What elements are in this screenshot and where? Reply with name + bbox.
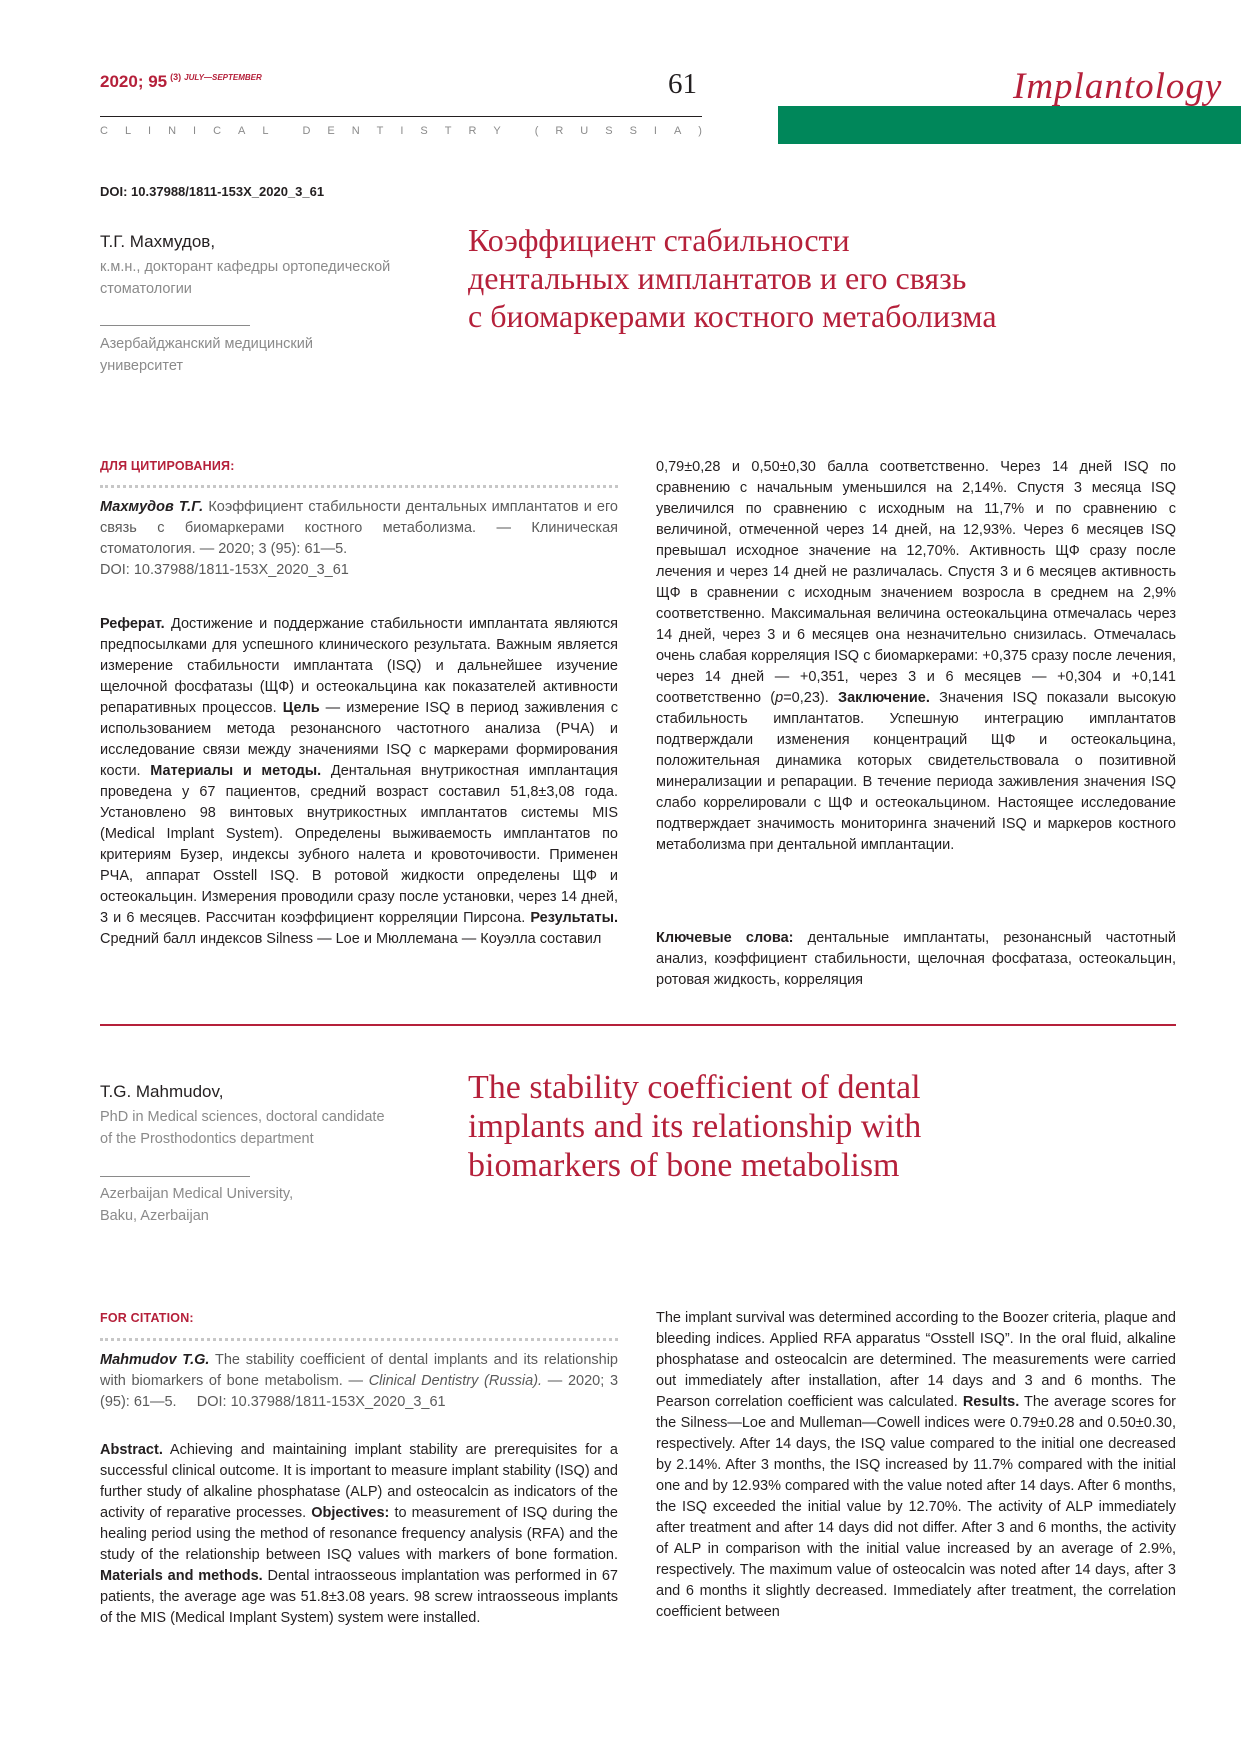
results-text-ru-right-1: 0,79±0,28 и 0,50±0,30 балла соответственно. Через 14 дней ISQ по сравнению с начальным уменьшился на 2,14%. Спустя 3 месяца ISQ увеличился по сравнению с исходным на 11,7% и по сравнению с величиной, отмеченной через 14 дней, на 12,93%. Через 6 месяцев ISQ превышал исходное значение на 12,70%. Активность ЩФ сразу после лечения и через 14 дней не различалась. Спустя 3 и 6 месяцев активность ЩФ в сравнении с исходным значением возросла в среднем на 2,9% соответственно. Максимальная величина остеокальцина отмечалась через 14 дней, через 3 и 6 месяцев она незначительно снизилась. Отмечалась очень слабая корреляция ISQ с биомаркерами: +0,375 сразу после лечения, через 14 дней — +0,351, через 3 и 6 месяцев — +0,304 и +0,141 соответственно ( <box>656 459 1176 706</box>
aim-label-ru: Цель <box>282 700 320 716</box>
title-ru-line-3: с биомаркерами костного метаболизма <box>468 298 997 334</box>
citation-text-ru: Коэффициент стабильности дентальных имплантатов и его связь с биомаркерами костного метаболизма. — Клиническая стоматология. — 2020; 3 (95): 61—5. <box>100 499 618 557</box>
affiliation-ru-1: Азербайджанский медицинский <box>100 336 313 352</box>
author-name-en: T.G. Mahmudov, <box>100 1082 224 1101</box>
results-text-ru-left: Средний балл индексов Silness — Loe и Мюллемана — Коуэлла составил <box>100 931 602 947</box>
journal-letter: I <box>148 125 152 137</box>
objectives-text-en: to measurement of ISQ during the healing period using the method of resonance frequency analysis (RFA) and the study of the relationship between ISQ values with markers of bone formation. <box>100 1505 618 1563</box>
citation-en <box>100 1350 618 1413</box>
results-label-ru: Результаты. <box>530 910 618 926</box>
article-title-en <box>468 1068 921 1185</box>
title-ru-line-2: дентальных имплантатов и его связь <box>468 260 967 296</box>
conclusion-label-ru: Заключение. <box>838 690 930 706</box>
section-logo: Implantology <box>1013 66 1223 107</box>
methods-label-en: Materials and methods. <box>100 1568 263 1584</box>
methods-label-ru: Материалы и методы. <box>150 763 322 779</box>
author-name-ru: Т.Г. Махмудов, <box>100 232 216 251</box>
methods-continued-en: The implant survival was determined according to the Boozer criteria, plaque and bleeding indices. Applied RFA apparatus “Osstell ISQ”. In the oral fluid, alkaline phosphatase and osteocalcin are determined. The measurements were carried out immediately after installation, after 14 days and 3 and 6 months. The Pearson correlation coefficient was calculated. <box>656 1310 1176 1410</box>
citation-doi-ru: DOI: 10.37988/1811-153X_2020_3_61 <box>100 562 349 578</box>
citation-text-en: The stability coefficient of dental implants and its relationship with biomarkers of bone metabolism. — <box>100 1352 618 1389</box>
citation-author-ru: Махмудов Т.Г. <box>100 499 204 515</box>
abstract-ru-left <box>100 614 618 950</box>
author-degree-en-2: of the Prosthodontics department <box>100 1131 314 1147</box>
abstract-en-right <box>656 1308 1176 1623</box>
issue-number: (3) <box>170 72 182 82</box>
results-text-ru-right-2: =0,23). <box>783 690 839 706</box>
language-separator <box>100 1024 1176 1026</box>
results-p-ru: p <box>775 690 784 706</box>
journal-letter: I <box>193 125 197 137</box>
keywords-ru <box>656 928 1176 991</box>
journal-letter: S <box>420 125 428 137</box>
citation-doi-en: DOI: 10.37988/1811-153X_2020_3_61 <box>196 1394 446 1410</box>
citation-tail-en: — 2020; 3 (95): 61—5. <box>100 1373 619 1410</box>
journal-letter: T <box>444 125 452 137</box>
journal-letter: A <box>673 125 682 137</box>
section-color-bar <box>778 106 1241 144</box>
journal-letter: R <box>468 125 477 137</box>
title-en-line-2: implants and its relationship with <box>468 1108 922 1145</box>
keywords-label-ru: Ключевые слова: <box>656 930 794 946</box>
abstract-ru-right <box>656 457 1176 856</box>
author-degree-ru-1: к.м.н., докторант кафедры ортопедической <box>100 259 391 275</box>
journal-letter: Y <box>493 125 501 137</box>
journal-letter: T <box>376 125 384 137</box>
journal-letter: N <box>351 125 360 137</box>
journal-name <box>100 125 702 137</box>
citation-ru <box>100 497 618 581</box>
methods-text-ru: Дентальная внутрикостная имплантация проведена у 67 пациентов, средний возраст составил 51,8±3,08 года. Установлено 98 винтовых внутрикостных имплантатов системы MIS (Medical Implant System). Определены выживаемость имплантатов по критериям Бузер, индексы зубного налета и кровоточивости. Применен РЧА, аппарат Osstell ISQ. В ротовой жидкости определены ЩФ и остеокальцин. Измерения проводили сразу после установки, через 14 дней, 3 и 6 месяцев. Рассчитан коэффициент корреляции Пирсона. <box>100 763 618 926</box>
author-degree-en-1: PhD in Medical sciences, doctoral candidate <box>100 1109 385 1125</box>
page-number: 61 <box>668 68 697 100</box>
citation-author-en: Mahmudov T.G. <box>100 1352 210 1368</box>
doi: DOI: 10.37988/1811-153X_2020_3_61 <box>100 184 325 199</box>
citation-journal-en: Clinical Dentistry (Russia). <box>368 1373 543 1389</box>
journal-letter: ) <box>698 125 702 137</box>
journal-letter: L <box>124 125 132 137</box>
title-ru-line-1: Коэффициент стабильности <box>468 222 850 258</box>
journal-letter: I <box>653 125 657 137</box>
journal-letter: D <box>302 125 311 137</box>
journal-letter: ( <box>534 125 539 137</box>
affiliation-en-1: Azerbaijan Medical University, <box>100 1186 294 1202</box>
abstract-intro-en: Achieving and maintaining implant stability are prerequisites for a successful clinical outcome. It is important to measure implant stability (ISQ) and further study of alkaline phosphatase (ALP) and osteocalcin as indicators of the activity of reparative processes. <box>100 1442 618 1521</box>
citation-heading-ru: ДЛЯ ЦИТИРОВАНИЯ: <box>100 459 235 473</box>
citation-heading-en: FOR CITATION: <box>100 1311 194 1325</box>
journal-letter: A <box>238 125 246 137</box>
abstract-intro-ru: Достижение и поддержание стабильности имплантата являются предпосылками для успешного клинического результата. Важным является измерение стабильности имплантата (ISQ) и дальнейшее изучение щелочной фосфатазы (ЩФ) и остеокальцина как показателей активности репаративных процессов. <box>100 616 618 716</box>
conclusion-text-ru: Значения ISQ показали высокую стабильность имплантатов. Успешную интеграцию имплантатов подтверждали изменения концентраций ЩФ и остеокальцина, положительная динамика которых свидетельствовала о позитивной минерализации и репарации. В течение периода заживления значения ISQ слабо коррелировали с ЩФ и остеокальцином. Настоящее исследование подтверждает значимость мониторинга значений ISQ и маркеров костного метаболизма при дентальной имплантации. <box>656 690 1177 853</box>
aim-text-ru: — измерение ISQ в период заживления с использованием метода резонансного частотного анализа (РЧА) и исследование связи между значениями ISQ с маркерами формирования кости. <box>100 700 618 779</box>
journal-letter: L <box>262 125 269 137</box>
journal-letter: S <box>629 125 637 137</box>
title-en-line-3: biomarkers of bone metabolism <box>468 1147 900 1184</box>
article-title-ru <box>468 221 997 335</box>
header-rule <box>100 116 702 117</box>
author-divider-ru <box>100 325 250 326</box>
journal-letter: R <box>555 125 564 137</box>
citation-dotted-rule-en <box>100 1338 618 1341</box>
objectives-label-en: Objectives: <box>311 1505 390 1521</box>
methods-text-en: Dental intraosseous implantation was performed in 67 patients, the average age was 51.8±3.08 years. 98 screw intraosseous implants of the MIS (Medical Implant System) system were installed. <box>100 1568 618 1626</box>
abstract-en-left <box>100 1440 618 1629</box>
author-divider-en <box>100 1176 250 1177</box>
author-degree-ru-2: стоматологии <box>100 281 192 297</box>
journal-letter: C <box>213 125 222 137</box>
issue-year: 2020; 95 <box>100 72 168 91</box>
results-text-en: The average scores for the Silness—Loe and Mulleman—Cowell indices were 0.79±0.28 and 0.50±0.30, respectively. After 14 days, the ISQ value compared to the initial one decreased by 2.14%. After 3 months, the ISQ increased by 11.7% compared with the initial one and by 12.93% compared with the value noted after 14 days. After 6 months, the ISQ exceeded the initial value by 12.70%. The activity of ALP immediately after treatment and after 14 days did not differ. After 3 and 6 months, the activity of ALP in comparison with the initial value increased by an average of 2.9%, respectively. The maximum value of osteocalcin was noted after 14 days, after 3 and 6 months it slightly decreased. Immediately after treatment, the correlation coefficient between <box>656 1394 1176 1620</box>
results-label-en: Results. <box>962 1394 1020 1410</box>
keywords-text-ru: дентальные имплантаты, резонансный частотный анализ, коэффициент стабильности, щелочная фосфатаза, остеокальцин, ротовая жидкость, корреляция <box>656 930 1176 988</box>
issue-period: JULY—SEPTEMBER <box>184 73 262 82</box>
journal-letter: N <box>168 125 177 137</box>
journal-issue <box>100 72 262 92</box>
journal-letter: U <box>580 125 589 137</box>
journal-letter: S <box>605 125 613 137</box>
abstract-label-ru: Реферат. <box>100 616 165 632</box>
citation-dotted-rule-ru <box>100 485 618 488</box>
abstract-label-en: Abstract. <box>100 1442 163 1458</box>
affiliation-en-2: Baku, Azerbaijan <box>100 1208 209 1224</box>
journal-letter: E <box>327 125 335 137</box>
journal-letter: C <box>100 125 108 137</box>
title-en-line-1: The stability coefficient of dental <box>468 1069 921 1106</box>
journal-letter: I <box>400 125 404 137</box>
affiliation-ru-2: университет <box>100 358 184 374</box>
